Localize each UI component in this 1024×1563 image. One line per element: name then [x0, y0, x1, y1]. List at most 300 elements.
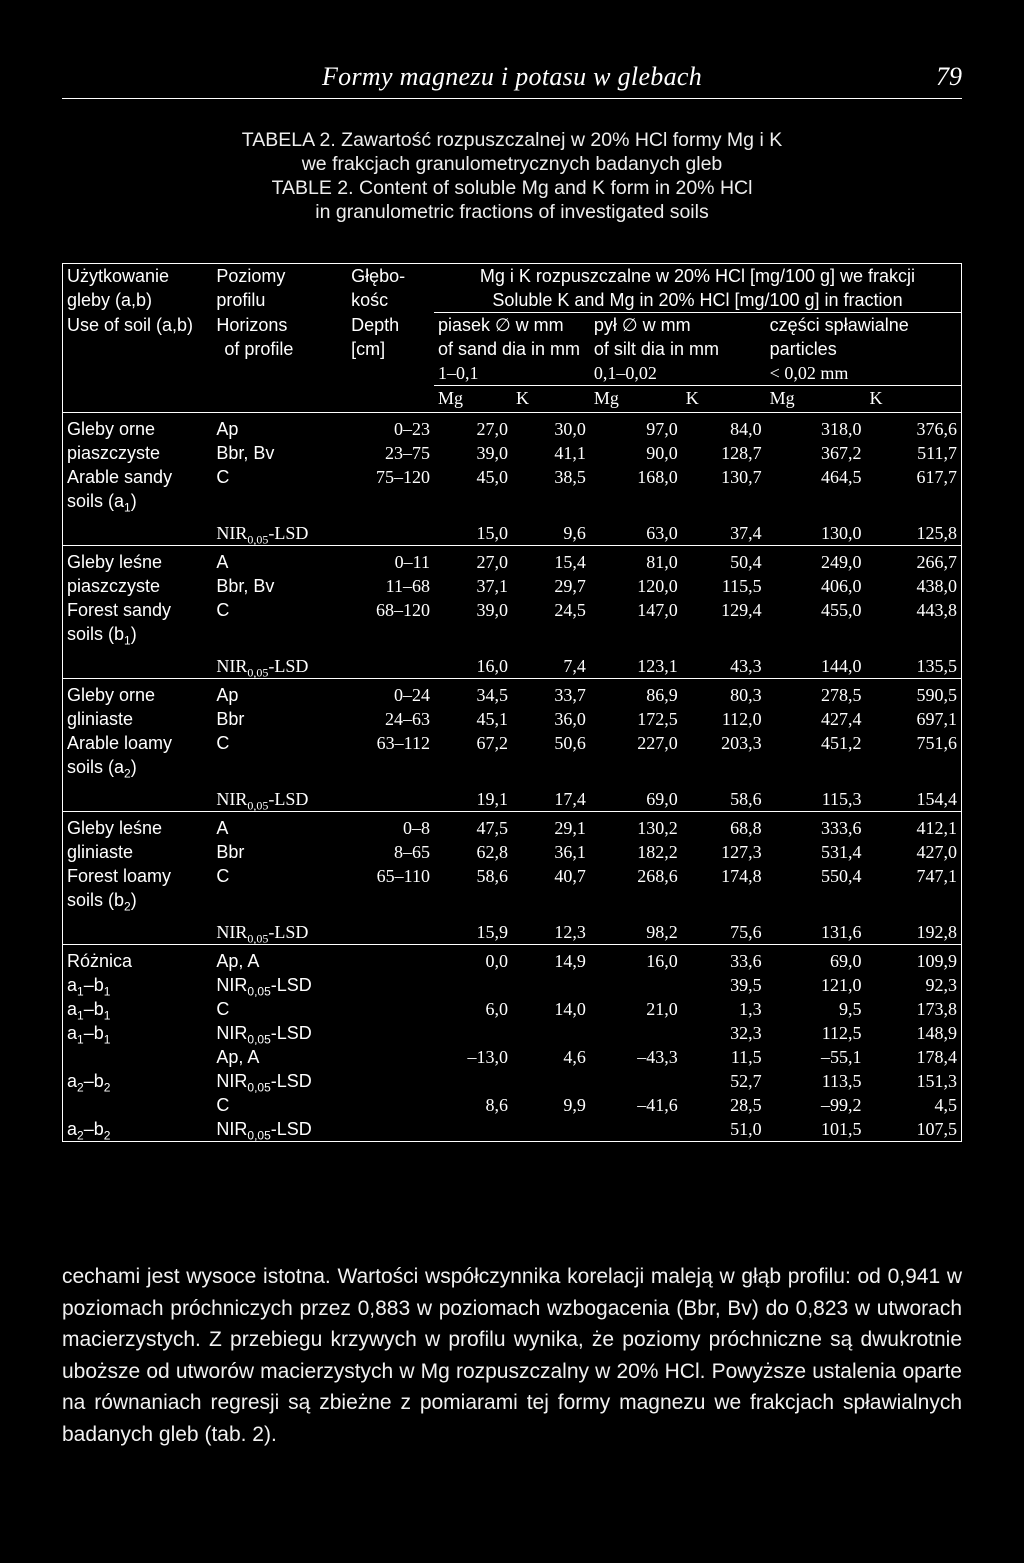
pair-sub-2: 2 [103, 1128, 111, 1143]
table-row [63, 779, 962, 812]
col-sand-1: piasek ∅ w mm [437, 315, 564, 335]
lsd-value: 15,9 [434, 912, 512, 945]
lsd-value: 135,5 [866, 646, 962, 679]
diff-value: 107,5 [866, 1117, 962, 1142]
value-cell: 438,0 [866, 574, 962, 598]
horizon-cell: Ap [216, 684, 239, 705]
lsd-value: 43,3 [682, 646, 766, 679]
col-clay-3: < 0,02 mm [766, 361, 962, 386]
diff-value: 32,3 [730, 1022, 762, 1043]
lsd-value: 58,6 [682, 779, 766, 812]
value-cell: 406,0 [821, 575, 862, 596]
lsd-label [212, 779, 434, 812]
pair-b: –b [83, 998, 104, 1019]
soil-label [63, 622, 213, 646]
col-horizon-en-2: of profile [224, 339, 294, 359]
value-cell: 182,2 [637, 841, 678, 862]
depth-cell: 0–23 [393, 418, 430, 439]
lsd-nir: NIR [216, 1022, 248, 1043]
value-cell: 130,7 [721, 466, 762, 487]
horizon-cell: Bbr, Bv [216, 442, 275, 463]
value-cell: 36,1 [554, 841, 586, 862]
diff-value: 28,5 [730, 1094, 762, 1115]
soil-label-subscript: 2 [124, 766, 131, 781]
value-cell: 278,5 [821, 684, 862, 705]
col-depth-en-2: [cm] [351, 339, 386, 359]
pair-b: –b [83, 1118, 104, 1139]
soil-label [63, 755, 213, 779]
value-cell: 41,1 [554, 442, 586, 463]
col-k-clay: K [866, 386, 962, 413]
lsd-suffix: -LSD [268, 522, 309, 543]
lsd-suffix: -LSD [268, 655, 309, 676]
col-k-sand: K [512, 386, 590, 413]
lsd-subscript: 0,05 [247, 1128, 271, 1143]
diff-value [590, 1021, 682, 1045]
lsd-subscript: 0,05 [247, 798, 269, 813]
value-cell: 36,0 [554, 708, 586, 729]
soil-label: Arable sandy [63, 465, 213, 489]
diff-value: 6,0 [485, 998, 508, 1019]
diff-horizon [212, 1045, 434, 1069]
lsd-subscript: 0,05 [247, 532, 269, 547]
running-title: Formy magnezu i potasu w glebach [321, 62, 703, 91]
lsd-value: 63,0 [590, 513, 682, 546]
depth-cell: 11–68 [385, 575, 430, 596]
value-cell: 30,0 [554, 418, 586, 439]
diff-value: 16,0 [646, 950, 678, 971]
value-cell: 443,8 [866, 598, 962, 622]
diff-value: 101,5 [766, 1117, 866, 1142]
diff-value: 69,0 [830, 950, 862, 971]
col-mg-sand: Mg [434, 386, 512, 413]
table-body [63, 264, 962, 1142]
pair-a: a [67, 998, 78, 1019]
pair-sub-2: 1 [103, 1032, 111, 1047]
lsd-subscript: 0,05 [247, 931, 269, 946]
soil-label-text: soils (b [67, 623, 125, 644]
table-row [63, 441, 962, 465]
caption-en-line-1: TABLE 2. Content of soluble Mg and K form in 20% HCl [271, 177, 753, 199]
value-cell: 39,0 [476, 442, 508, 463]
soil-label-text: soils (a [67, 756, 125, 777]
table-row [63, 707, 962, 731]
diff-value [512, 1117, 590, 1142]
value-cell: 15,4 [554, 551, 586, 572]
lsd-value: 115,3 [766, 779, 866, 812]
value-cell: 550,4 [821, 865, 862, 886]
value-cell: 266,7 [866, 545, 962, 574]
lsd-label [212, 912, 434, 945]
pair-a: a [67, 974, 78, 995]
value-cell: 249,0 [821, 551, 862, 572]
diff-value: 173,8 [866, 997, 962, 1021]
value-cell: 112,0 [721, 708, 762, 729]
diff-value: –41,6 [637, 1094, 678, 1115]
lsd-subscript: 0,05 [247, 1032, 271, 1047]
caption-pl-line-2: we frakcjach granulometrycznych badanych gleb [301, 153, 723, 175]
soil-label: Gleby leśne [63, 545, 213, 574]
col-silt-2: of silt dia in mm [593, 339, 719, 359]
diff-value: 178,4 [866, 1045, 962, 1069]
lsd-label [212, 646, 434, 679]
value-cell: 45,1 [476, 708, 508, 729]
body-paragraph: cechami jest wysoce istotna. Wartości współczynnika korelacji maleją w głąb profilu: od 0,941 w poziomach próchniczych przez 0,883 w poziomach wzbogacenia (Bbr, Bv) do 0,823 w utworach macierzystych. Z przebiegu krzywych w profilu wynika, że poziomy próchniczne są dwukrotnie uboższe od utworów macierzystych w Mg rozpuszczalny w 20% HCl. Powyższe ustalenia oparte na równaniach regresji są zbieżne z pomiarami tej formy magnezu we frakcjach spławialnych badanych gleb (tab. 2). [62, 1265, 962, 1446]
table-row [63, 864, 962, 888]
lsd-suffix: -LSD [270, 974, 312, 995]
table-row [63, 598, 962, 622]
diff-value [434, 1117, 512, 1142]
pair-a: a [67, 1070, 78, 1091]
diff-value: 0,0 [485, 950, 508, 971]
diff-pair-label [63, 1069, 213, 1093]
diff-value: 1,3 [739, 998, 762, 1019]
soil-label [63, 489, 213, 513]
soil-label-text: soils (a [67, 490, 125, 511]
diff-value [590, 973, 682, 997]
soil-label-end: ) [130, 490, 137, 511]
table-row [63, 574, 962, 598]
diff-row [63, 973, 962, 997]
value-cell: 318,0 [821, 418, 862, 439]
lsd-value: 9,6 [512, 513, 590, 546]
soil-label: gliniaste [63, 840, 213, 864]
pair-sub-2: 1 [103, 1008, 111, 1023]
diff-value: 8,6 [485, 1094, 508, 1115]
soil-label-subscript: 1 [124, 500, 131, 515]
diff-value: 52,7 [730, 1070, 762, 1091]
value-cell: 62,8 [476, 841, 508, 862]
lsd-subscript: 0,05 [247, 1080, 271, 1095]
lsd-value: 130,0 [766, 513, 866, 546]
diff-value: 14,9 [554, 950, 586, 971]
horizon-cell: A [216, 817, 229, 838]
lsd-nir: NIR [216, 522, 248, 543]
col-depth-pl-2: kośc [351, 290, 389, 310]
soil-label-text: soils (b [67, 889, 125, 910]
pair-sub-1: 1 [77, 1008, 84, 1023]
horizon-cell: C [216, 599, 230, 620]
table-row [63, 755, 962, 779]
lsd-value: 12,3 [512, 912, 590, 945]
value-cell: 464,5 [821, 466, 862, 487]
diff-value [512, 973, 590, 997]
diff-label [63, 1093, 213, 1117]
diff-title: Różnica [67, 950, 133, 971]
col-main-pl: Mg i K rozpuszczalne w 20% HCl [mg/100 g] we frakcji [434, 264, 962, 289]
diff-value: 33,6 [730, 950, 762, 971]
diff-value: 39,5 [730, 974, 762, 995]
value-cell: 128,7 [721, 442, 762, 463]
table-row [63, 678, 962, 707]
col-horizon-pl-2: profilu [216, 290, 266, 310]
diff-value: –55,1 [821, 1046, 862, 1067]
depth-cell: 0–24 [393, 684, 430, 705]
soil-label-subscript: 1 [124, 633, 131, 648]
diff-value [434, 1021, 512, 1045]
soil-label-blank [63, 912, 213, 945]
lsd-suffix: -LSD [268, 788, 309, 809]
col-mg-clay: Mg [766, 386, 866, 413]
lsd-value: 144,0 [766, 646, 866, 679]
table-caption [62, 128, 962, 224]
table-row [63, 545, 962, 574]
soil-label-subscript: 2 [124, 899, 131, 914]
depth-cell: 68–120 [375, 599, 430, 620]
col-use-pl-2: gleby (a,b) [63, 288, 213, 313]
value-cell: 90,0 [646, 442, 678, 463]
pair-a: a [67, 1118, 78, 1139]
horizon-cell: C [216, 732, 230, 753]
soil-label: Gleby leśne [63, 811, 213, 840]
lsd-value: 19,1 [434, 779, 512, 812]
diff-value: 113,5 [821, 1070, 862, 1091]
value-cell: 97,0 [646, 418, 678, 439]
value-cell: 227,0 [637, 732, 678, 753]
diff-value: 112,5 [821, 1022, 862, 1043]
value-cell: 590,5 [866, 678, 962, 707]
col-use-en: Use of soil (a,b) [63, 313, 213, 338]
depth-cell: 0–8 [402, 817, 430, 838]
lsd-suffix: -LSD [270, 1022, 312, 1043]
value-cell: 39,0 [476, 599, 508, 620]
pair-a: a [67, 1022, 78, 1043]
soil-label-end: ) [130, 623, 137, 644]
soil-label-blank [63, 646, 213, 679]
col-silt-1: pył ∅ w mm [593, 315, 691, 335]
diff-horizon [212, 1093, 434, 1117]
col-clay-2: particles [766, 337, 962, 361]
diff-horizon [212, 1021, 434, 1045]
diff-row [63, 1117, 962, 1142]
value-cell: 172,5 [637, 708, 678, 729]
lsd-nir: NIR [216, 655, 248, 676]
depth-cell: 65–110 [376, 865, 430, 886]
col-k-silt: K [682, 386, 766, 413]
value-cell: 80,3 [730, 684, 762, 705]
diff-horizon [212, 944, 434, 973]
soil-label: Gleby orne [63, 412, 213, 441]
lsd-suffix: -LSD [268, 921, 309, 942]
value-cell: 24,5 [554, 599, 586, 620]
lsd-value: 131,6 [766, 912, 866, 945]
diff-value: 109,9 [866, 944, 962, 973]
diff-horizon-text: C [216, 1094, 230, 1115]
value-cell: 531,4 [821, 841, 862, 862]
horizon-cell: Ap [216, 418, 239, 439]
diff-row [63, 1045, 962, 1069]
diff-label [63, 944, 213, 973]
value-cell: 86,9 [646, 684, 678, 705]
value-cell: 129,4 [721, 599, 762, 620]
value-cell: 751,6 [866, 731, 962, 755]
lsd-subscript: 0,05 [247, 665, 269, 680]
table-row [63, 888, 962, 912]
lsd-value: 17,4 [512, 779, 590, 812]
horizon-cell: C [216, 466, 230, 487]
table-row [63, 489, 962, 513]
value-cell: 40,7 [554, 865, 586, 886]
lsd-value: 125,8 [866, 513, 962, 546]
lsd-suffix: -LSD [270, 1070, 312, 1091]
lsd-nir: NIR [216, 974, 248, 995]
diff-value [512, 1021, 590, 1045]
lsd-suffix: -LSD [270, 1118, 312, 1139]
value-cell: 45,0 [476, 466, 508, 487]
pair-b: –b [83, 1022, 104, 1043]
value-cell: 47,5 [476, 817, 508, 838]
lsd-value: 37,4 [682, 513, 766, 546]
value-cell: 268,6 [637, 865, 678, 886]
pair-sub-2: 1 [103, 984, 111, 999]
table-row [63, 465, 962, 489]
diff-value: 148,9 [866, 1021, 962, 1045]
lsd-value: 69,0 [590, 779, 682, 812]
lsd-value: 16,0 [434, 646, 512, 679]
diff-value: –99,2 [821, 1094, 862, 1115]
value-cell: 367,2 [821, 442, 862, 463]
lsd-nir: NIR [216, 1118, 248, 1139]
diff-value: 9,9 [563, 1094, 586, 1115]
col-use-pl-1: Użytkowanie [63, 264, 213, 289]
value-cell: 50,4 [730, 551, 762, 572]
soil-label [63, 888, 213, 912]
diff-value: 14,0 [554, 998, 586, 1019]
value-cell: 147,0 [637, 599, 678, 620]
value-cell: 333,6 [821, 817, 862, 838]
diff-horizon [212, 973, 434, 997]
value-cell: 67,2 [476, 732, 508, 753]
lsd-nir: NIR [216, 788, 248, 809]
value-cell: 427,4 [821, 708, 862, 729]
lsd-nir: NIR [216, 921, 248, 942]
table-row [63, 811, 962, 840]
value-cell: 84,0 [730, 418, 762, 439]
value-cell: 37,1 [476, 575, 508, 596]
lsd-value: 7,4 [512, 646, 590, 679]
value-cell: 376,6 [866, 412, 962, 441]
col-depth-pl-1: Głębo- [347, 264, 434, 289]
lsd-value: 154,4 [866, 779, 962, 812]
diff-horizon [212, 997, 434, 1021]
soil-label-end: ) [130, 756, 137, 777]
col-depth-en-1: Depth [351, 314, 400, 335]
pair-sub-2: 2 [103, 1080, 111, 1095]
value-cell: 127,3 [721, 841, 762, 862]
soil-label: Gleby orne [63, 678, 213, 707]
depth-cell: 63–112 [376, 732, 430, 753]
table-row [63, 912, 962, 945]
value-cell: 697,1 [866, 707, 962, 731]
diff-value: 4,5 [866, 1093, 962, 1117]
lsd-value: 98,2 [590, 912, 682, 945]
diff-horizon [212, 1117, 434, 1142]
diff-label [63, 1045, 213, 1069]
diff-row [63, 997, 962, 1021]
col-sand-2: of sand dia in mm [437, 339, 581, 359]
value-cell: 427,0 [866, 840, 962, 864]
page-number: 79 [936, 62, 962, 91]
value-cell: 38,5 [554, 466, 586, 487]
diff-value: 21,0 [646, 998, 678, 1019]
diff-horizon-text: Ap, A [216, 1046, 260, 1067]
diff-value: 92,3 [866, 973, 962, 997]
diff-value [590, 1069, 682, 1093]
diff-value [434, 973, 512, 997]
diff-row [63, 1021, 962, 1045]
diff-value [434, 1069, 512, 1093]
pair-sub-1: 2 [77, 1080, 84, 1095]
soil-label: piaszczyste [63, 441, 213, 465]
col-horizon-en-1: Horizons [216, 314, 288, 335]
diff-row [63, 944, 962, 973]
value-cell: 168,0 [637, 466, 678, 487]
lsd-subscript: 0,05 [247, 984, 271, 999]
soil-label: piaszczyste [63, 574, 213, 598]
diff-value: –43,3 [637, 1046, 678, 1067]
diff-pair-label [63, 973, 213, 997]
depth-cell: 0–11 [394, 551, 430, 572]
soil-label: Arable loamy [63, 731, 213, 755]
diff-pair-label [63, 997, 213, 1021]
running-header [62, 62, 962, 99]
diff-value: 151,3 [866, 1069, 962, 1093]
value-cell: 130,2 [637, 817, 678, 838]
diff-row [63, 1093, 962, 1117]
table-row [63, 646, 962, 679]
soil-label-blank [63, 513, 213, 546]
value-cell: 58,6 [476, 865, 508, 886]
diff-value: 11,5 [730, 1046, 762, 1067]
value-cell: 27,0 [476, 551, 508, 572]
soil-label-end: ) [130, 889, 137, 910]
diff-horizon-text: C [216, 998, 230, 1019]
value-cell: 34,5 [476, 684, 508, 705]
value-cell: 33,7 [554, 684, 586, 705]
depth-cell: 75–120 [375, 466, 430, 487]
value-cell: 81,0 [646, 551, 678, 572]
value-cell: 29,7 [554, 575, 586, 596]
lsd-value: 192,8 [866, 912, 962, 945]
pair-sub-1: 2 [77, 1128, 84, 1143]
diff-value: 51,0 [682, 1117, 766, 1142]
depth-cell: 8–65 [393, 841, 430, 862]
diff-value: 121,0 [821, 974, 862, 995]
table-row [63, 731, 962, 755]
diff-value: –13,0 [467, 1046, 508, 1067]
diff-horizon-text: Ap, A [216, 950, 260, 971]
diff-pair-label [63, 1021, 213, 1045]
horizon-cell: Bbr [216, 708, 245, 729]
soil-label-blank [63, 779, 213, 812]
diff-value: 4,6 [563, 1046, 586, 1067]
value-cell: 68,8 [730, 817, 762, 838]
depth-cell: 23–75 [384, 442, 430, 463]
table-row [63, 840, 962, 864]
soil-label: Forest loamy [63, 864, 213, 888]
soil-label: Forest sandy [63, 598, 213, 622]
lsd-label [212, 513, 434, 546]
col-silt-3: 0,1–0,02 [590, 361, 766, 386]
lsd-nir: NIR [216, 1070, 248, 1091]
diff-horizon [212, 1069, 434, 1093]
col-main-en: Soluble K and Mg in 20% HCl [mg/100 g] in fraction [434, 288, 962, 313]
col-sand-3: 1–0,1 [434, 361, 590, 386]
pair-sub-1: 1 [77, 984, 84, 999]
table-row [63, 513, 962, 546]
value-cell: 115,5 [721, 575, 762, 596]
table-row [63, 622, 962, 646]
